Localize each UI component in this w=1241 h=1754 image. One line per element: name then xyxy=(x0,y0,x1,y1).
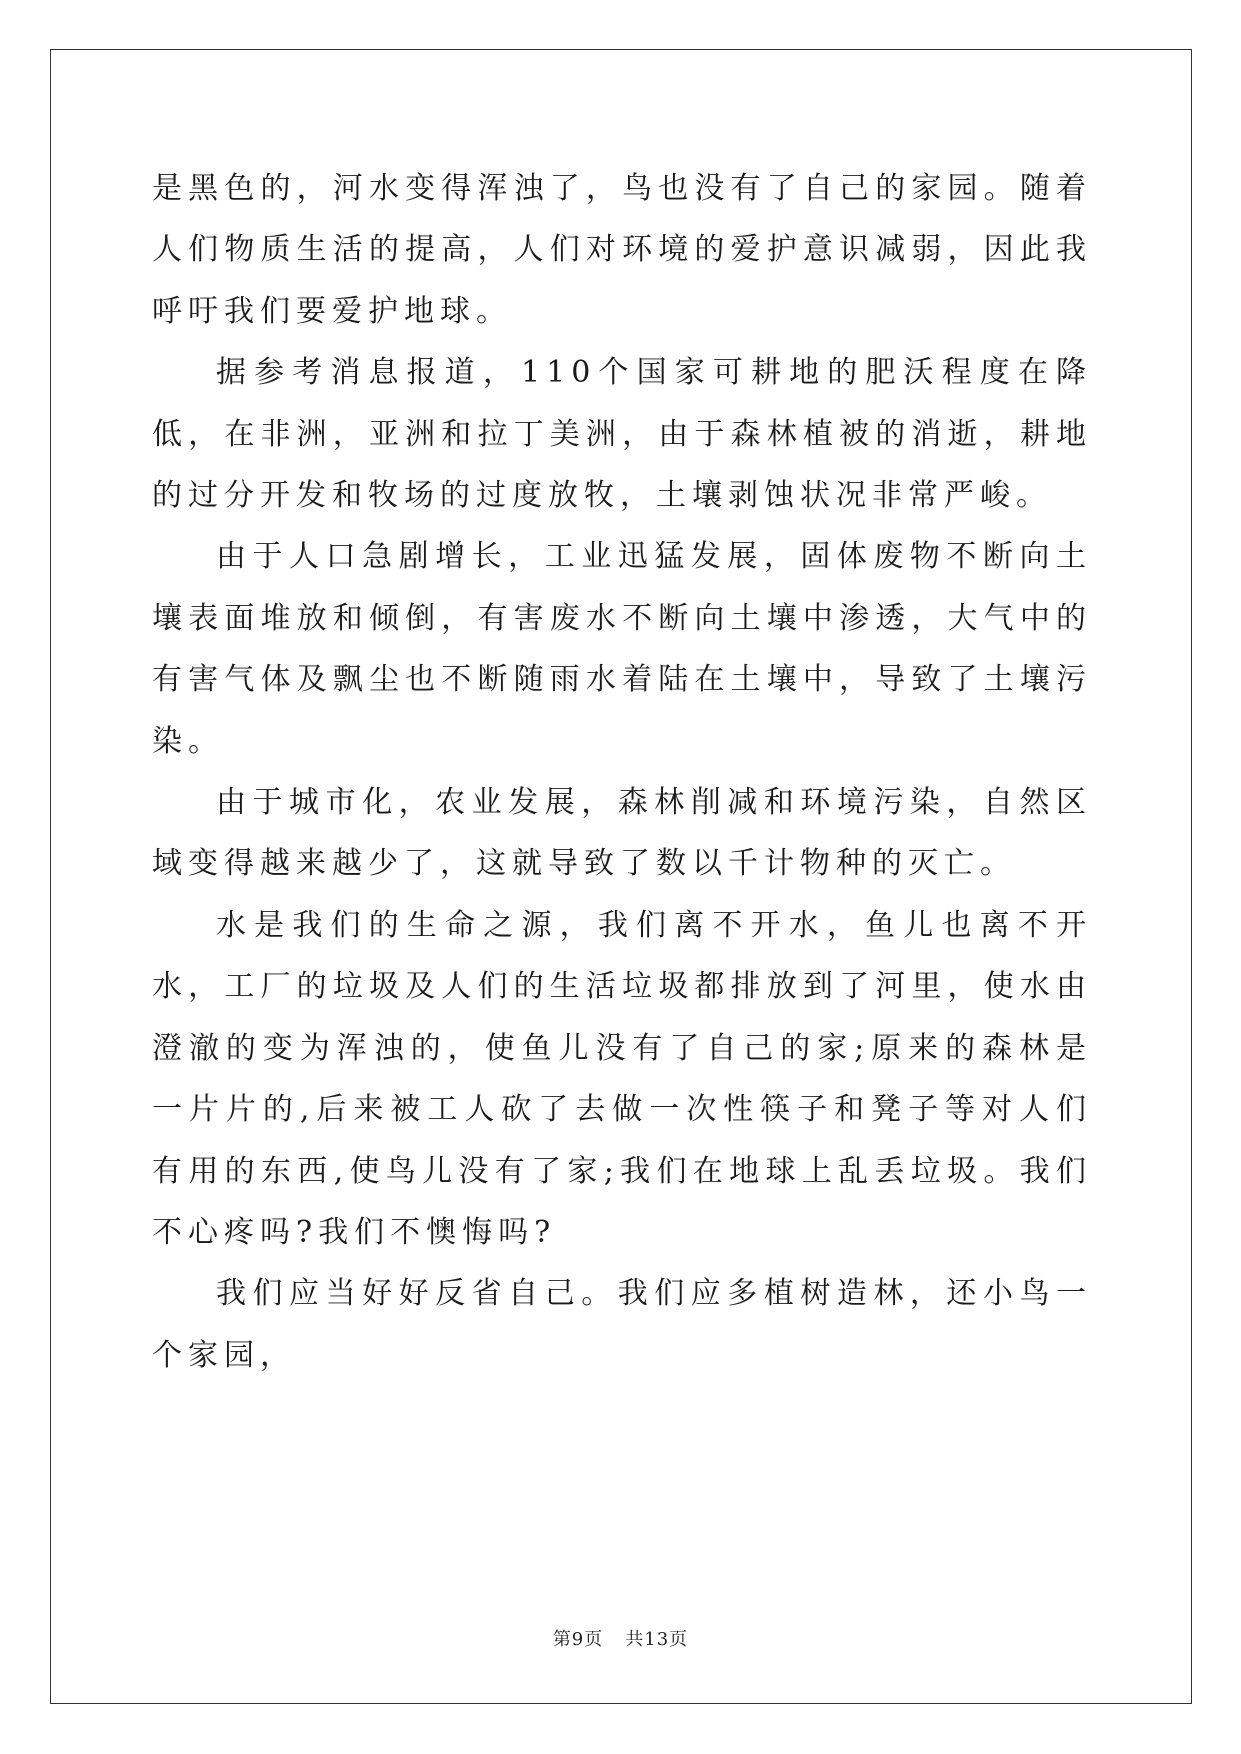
paragraph-4: 由于城市化，农业发展，森林削减和环境污染，自然区域变得越来越少了，这就导致了数以千计物种的灭亡。 xyxy=(152,785,1092,882)
page-total: 共13页 xyxy=(625,1629,689,1650)
paragraph-2: 据参考消息报道，110个国家可耕地的肥沃程度在降低，在非洲，亚洲和拉丁美洲，由于森林植被的消逝，耕地的过分开发和牧场的过度放牧，土壤剥蚀状况非常严峻。 xyxy=(152,355,1092,514)
paragraph-5: 水是我们的生命之源，我们离不开水，鱼儿也离不开水，工厂的垃圾及人们的生活垃圾都排放到了河里，使水由澄澈的变为浑浊的，使鱼儿没有了自己的家;原来的森林是一片片的,后来被工人砍了去做一次性筷子和凳子等对人们有用的东西,使鸟儿没有了家;我们在地球上乱丢垃圾。我们不心疼吗?我们不懊悔吗? xyxy=(152,907,1092,1250)
page-footer xyxy=(0,1625,1241,1651)
page-number: 第9页 xyxy=(552,1629,604,1650)
paragraph-6: 我们应当好好反省自己。我们应多植树造林，还小鸟一个家园， xyxy=(152,1276,1092,1373)
paragraph-3: 由于人口急剧增长，工业迅猛发展，固体废物不断向土壤表面堆放和倾倒，有害废水不断向土壤中渗透，大气中的有害气体及飘尘也不断随雨水着陆在土壤中，导致了土壤污染。 xyxy=(152,539,1092,759)
paragraph-1: 是黑色的，河水变得浑浊了，鸟也没有了自己的家园。随着人们物质生活的提高，人们对环境的爱护意识减弱，因此我呼吁我们要爱护地球。 xyxy=(152,171,1092,329)
document-body xyxy=(152,158,1092,1386)
